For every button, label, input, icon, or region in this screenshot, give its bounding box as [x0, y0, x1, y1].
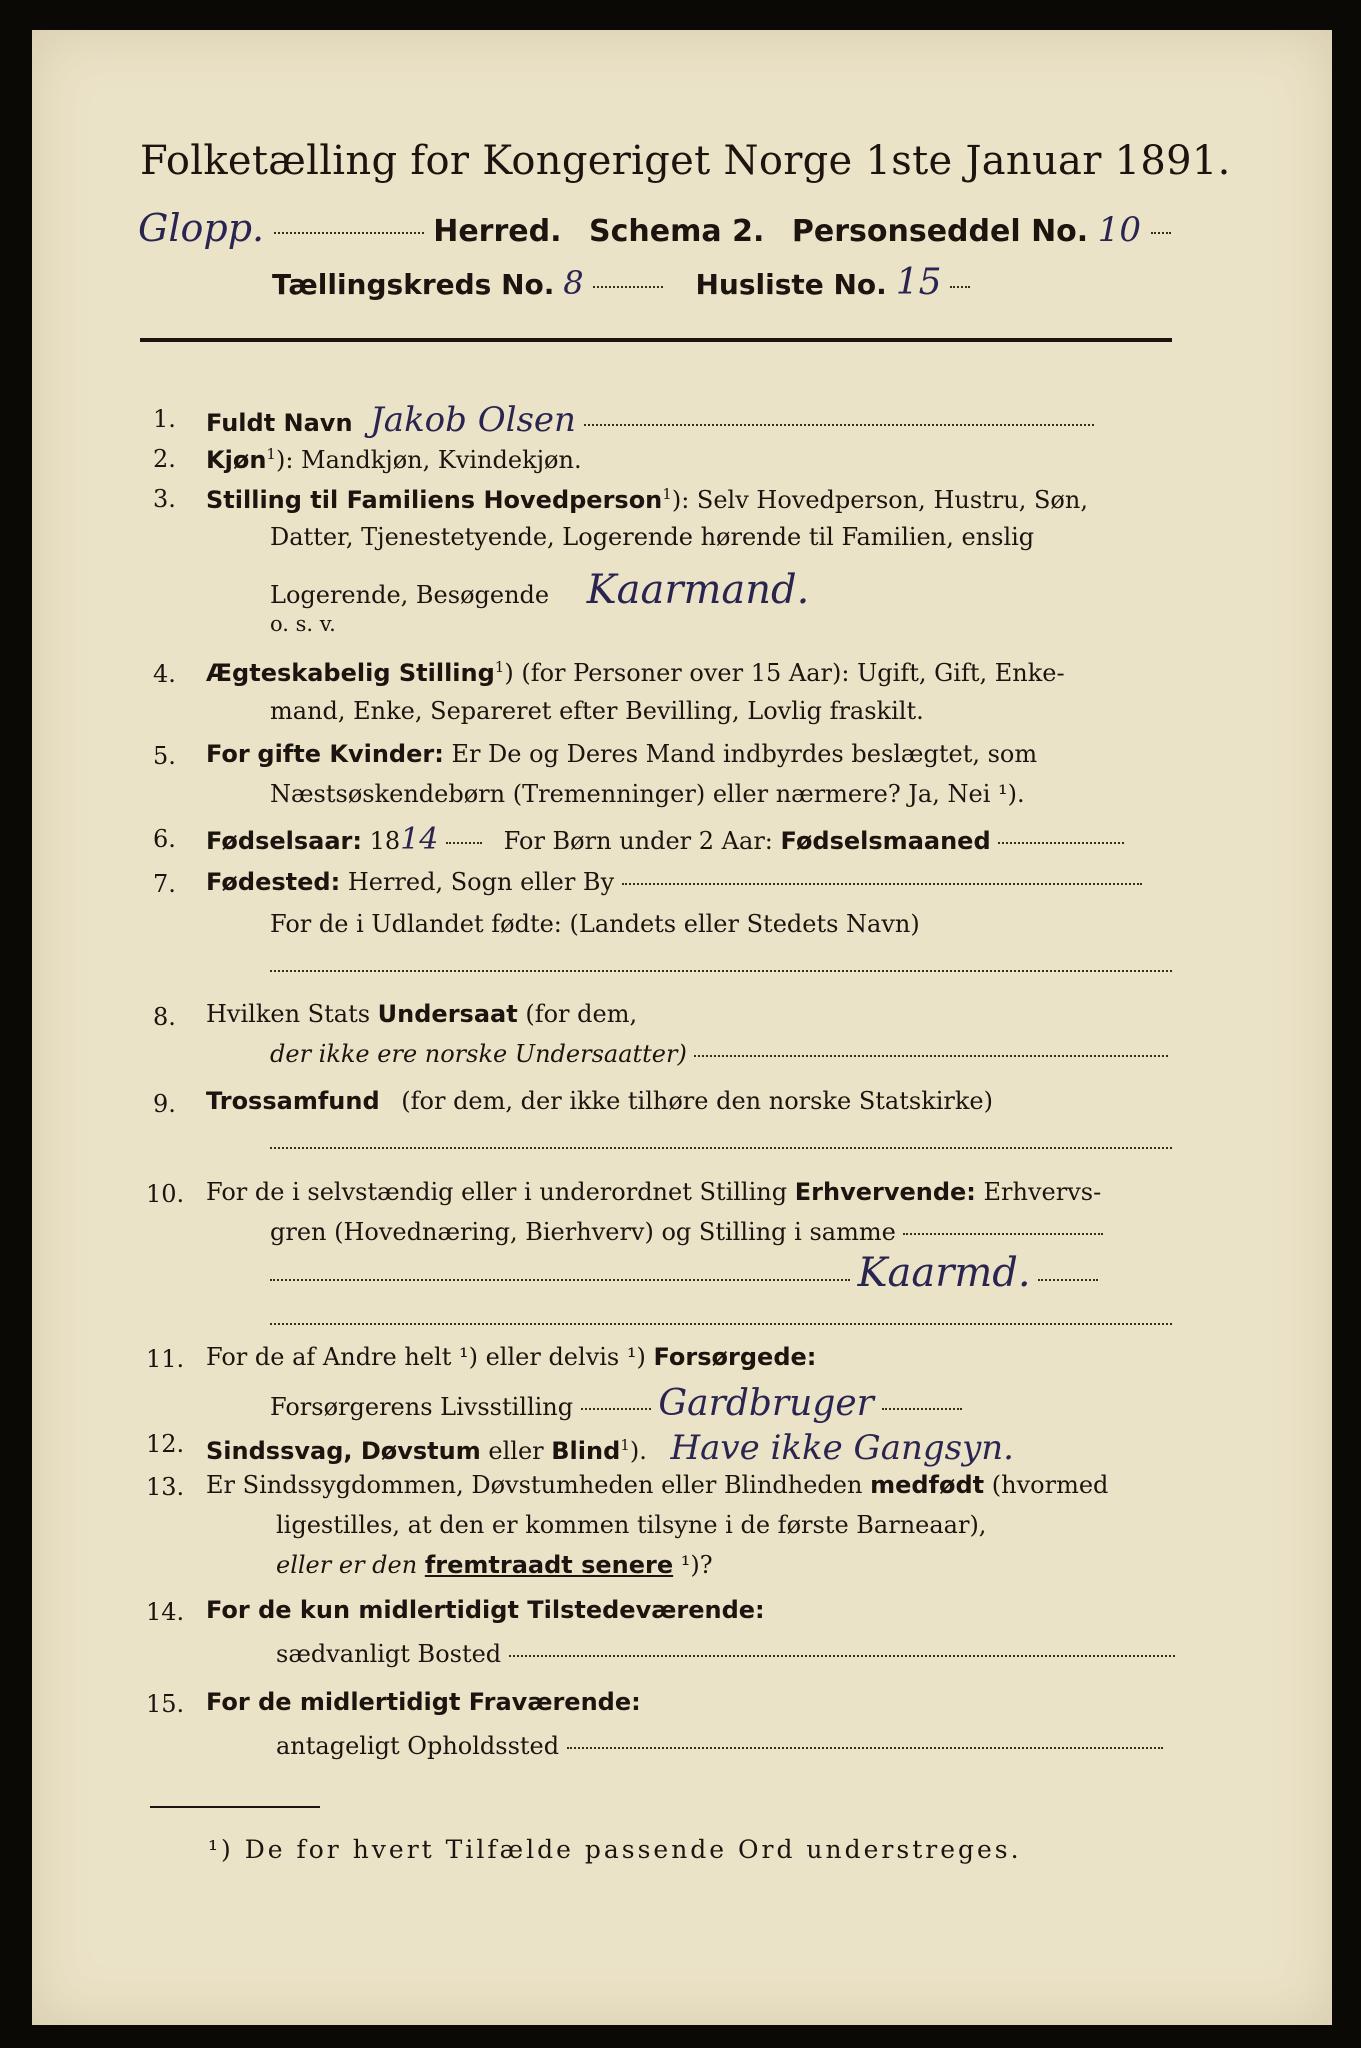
supported-line-2: [270, 1383, 962, 1424]
sex-label: Kjøn: [206, 446, 267, 474]
item-occupation: [206, 1178, 1101, 1206]
family-position-options-3: Logerende, Besøgende: [270, 581, 550, 609]
personseddel-number: 10: [1097, 210, 1141, 250]
header-line-1: [138, 206, 1171, 250]
supported-label: Forsørgede:: [653, 1343, 817, 1371]
dotted-fill: [622, 883, 1142, 885]
temporary-present-label: For de kun midlertidigt Tilstedeværende:: [206, 1596, 765, 1624]
item-birthplace: [206, 868, 1142, 896]
family-position-line-3: [270, 567, 809, 613]
item-disability: Sindssvag, Døvstum eller Blind$^1$). Have ikke Gangsyn.: [206, 1428, 1014, 1468]
birth-year-prefix: 18: [369, 827, 401, 855]
item-temporary-absent: [206, 1688, 641, 1716]
family-position-options: ): Selv Hovedperson, Hustru, Søn,: [671, 486, 1088, 514]
marital-status-options: ) (for Personer over 15 Aar): Ugift, Gift, Enke-: [504, 659, 1065, 687]
item-family-position: Stilling til Familiens Hovedperson$^1$): Selv Hovedperson, Hustru, Søn,: [206, 485, 1088, 514]
marital-status-label: Ægteskabelig Stilling: [206, 659, 495, 687]
congenital-question-b: (hvormed: [991, 1471, 1109, 1499]
item-birth-year: [206, 822, 1124, 857]
item-number: 5.: [153, 742, 176, 770]
citizenship-line-2: [270, 1040, 1168, 1068]
dotted-fill: [998, 842, 1124, 844]
occupation-question-b: Erhvervs-: [983, 1178, 1102, 1206]
dotted-fill: [950, 286, 970, 288]
full-name-value: Jakob Olsen: [370, 400, 576, 440]
item-supported: [206, 1343, 816, 1371]
item-number: 2.: [153, 445, 176, 473]
header-divider: [140, 338, 1172, 342]
item-temporary-present: [206, 1596, 765, 1624]
dotted-fill: [509, 1655, 1175, 1657]
family-position-value: Kaarmand.: [586, 567, 810, 613]
item-citizenship: [206, 1000, 637, 1028]
occupation-question-2: gren (Hovednæring, Bierhverv) og Stilling i samme: [270, 1218, 896, 1246]
item-number: 13.: [146, 1473, 185, 1501]
congenital-question-2: ligestilles, at den er kommen tilsyne i de første Barneaar),: [276, 1511, 987, 1539]
item-number: 1.: [153, 405, 176, 433]
dotted-fill: [567, 1747, 1163, 1749]
dotted-fill: [1151, 232, 1171, 234]
occupation-fill: [270, 1308, 1172, 1336]
dotted-fill: [593, 286, 663, 288]
birthplace-options: Herred, Sogn eller By: [347, 868, 615, 896]
item-number: 3.: [153, 485, 176, 513]
herred-label: Herred.: [433, 214, 562, 249]
religion-question: (for dem, der ikke tilhøre den norske Statskirke): [401, 1087, 993, 1115]
item-number: 7.: [153, 870, 176, 898]
item-religion: [206, 1087, 993, 1115]
married-women-label: gifte Kvinder:: [257, 740, 444, 768]
occupation-line-2: [270, 1218, 1103, 1246]
dotted-fill: [274, 232, 424, 234]
family-position-label: Stilling til Familiens Hovedperson: [206, 486, 663, 514]
occupation-line-3: [270, 1250, 1098, 1296]
marital-status-options-2: mand, Enke, Separeret efter Bevilling, Lovlig fraskilt.: [270, 697, 924, 725]
item-number: 9.: [153, 1090, 176, 1118]
married-women-question: Er De og Deres Mand indbyrdes beslægtet, som: [451, 740, 1038, 768]
provider-occupation-value: Gardbruger: [658, 1383, 874, 1424]
later-onset-label: fremtraadt senere: [424, 1551, 674, 1579]
usual-residence-label: sædvanligt Bosted: [276, 1640, 502, 1668]
family-position-options-2: Datter, Tjenestetyende, Logerende hørende til Familien, enslig: [270, 523, 1035, 551]
item-number: 14.: [146, 1598, 185, 1626]
dotted-fill: [270, 1147, 1172, 1149]
disability-label: Sindssvag, Døvstum: [206, 1437, 481, 1465]
header-line-2: [272, 262, 970, 303]
personseddel-label: Personseddel No.: [791, 214, 1089, 249]
dotted-fill: [903, 1233, 1103, 1235]
occupation-question: For de i selvstændig eller i underordnet Stilling: [206, 1178, 788, 1206]
congenital-label: medfødt: [870, 1471, 985, 1499]
sex-options: ): Mandkjøn, Kvindekjøn.: [275, 446, 582, 474]
item-number: 15.: [146, 1690, 185, 1718]
citizenship-label: Undersaat: [377, 1000, 518, 1028]
item-marital-status: Ægteskabelig Stilling$^1$) (for Personer over 15 Aar): Ugift, Gift, Enke-: [206, 658, 1065, 687]
tellingskreds-label: Tællingskreds No.: [272, 268, 555, 301]
married-women-question-2: Næstsøskendebørn (Tremenninger) eller nærmere? Ja, Nei ¹).: [270, 780, 1025, 808]
item-number: 10.: [146, 1180, 185, 1208]
husliste-number: 15: [895, 262, 942, 303]
form-title: Folketælling for Kongeriget Norge 1ste Januar 1891.: [140, 138, 1231, 184]
occupation-value: Kaarmd.: [857, 1250, 1031, 1296]
item-number: 8.: [153, 1003, 176, 1031]
citizenship-question-2: der ikke ere norske Undersaatter): [270, 1040, 687, 1068]
dotted-fill: [581, 1408, 651, 1410]
blind-label: Blind: [551, 1437, 621, 1465]
birth-year-label: Fødselsaar:: [206, 827, 362, 855]
dotted-fill: [1038, 1279, 1098, 1281]
tellingskreds-number: 8: [563, 264, 584, 302]
congenital-question-3: eller er den: [276, 1551, 418, 1579]
provider-occupation-label: Forsørgerens Livsstilling: [270, 1393, 574, 1421]
item-number: 4.: [153, 660, 176, 688]
birthplace-abroad: For de i Udlandet fødte: (Landets eller Stedets Navn): [270, 910, 920, 938]
item-congenital: [206, 1471, 1108, 1499]
full-name-label: Fuldt Navn: [206, 409, 353, 437]
birth-month-question: For Børn under 2 Aar:: [503, 827, 773, 855]
footnote-divider: [150, 1806, 320, 1808]
temporary-absent-line-2: [276, 1732, 1163, 1760]
municipality-handwritten: Glopp.: [138, 206, 265, 250]
probable-location-label: antageligt Opholdssted: [276, 1732, 560, 1760]
birth-month-label: Fødselsmaaned: [780, 827, 991, 855]
citizenship-pre: Hvilken Stats: [206, 1000, 371, 1028]
birth-year-value: 14: [400, 822, 439, 857]
item-number: 6.: [153, 825, 176, 853]
husliste-label: Husliste No.: [695, 268, 887, 301]
dotted-fill: [584, 424, 1094, 426]
family-position-osv: o. s. v.: [270, 612, 336, 636]
religion-label: Trossamfund: [206, 1087, 380, 1115]
congenital-question: Er Sindssygdommen, Døvstumheden eller Blindheden: [206, 1471, 863, 1499]
married-women-for: For: [206, 740, 250, 768]
item-number: 12.: [146, 1430, 185, 1458]
item-number: 11.: [146, 1345, 185, 1373]
item-sex: Kjøn$^1$): Mandkjøn, Kvindekjøn.: [206, 445, 582, 474]
birthplace-label: Fødested:: [206, 868, 341, 896]
dotted-fill: [270, 970, 1172, 972]
dotted-fill: [270, 1323, 1172, 1325]
congenital-line-3: [276, 1551, 713, 1579]
temporary-absent-label: For de midlertidigt Fraværende:: [206, 1688, 641, 1716]
dotted-fill: [694, 1055, 1168, 1057]
citizenship-question: (for dem,: [525, 1000, 638, 1028]
dotted-fill: [446, 842, 482, 844]
dotted-fill: [882, 1408, 962, 1410]
disability-or: eller: [488, 1437, 544, 1465]
congenital-question-end: ¹)?: [680, 1551, 713, 1579]
disability-value: Have ikke Gangsyn.: [670, 1428, 1014, 1468]
item-full-name: [206, 400, 1094, 440]
temporary-present-line-2: [276, 1640, 1175, 1668]
supported-question: For de af Andre helt ¹) eller delvis ¹): [206, 1343, 646, 1371]
dotted-fill: [270, 1279, 850, 1281]
occupation-label: Erhvervende:: [794, 1178, 976, 1206]
religion-fill: [270, 1132, 1172, 1160]
birthplace-abroad-fill: [270, 955, 1172, 983]
schema-label: Schema 2.: [589, 214, 765, 249]
item-married-women: [206, 740, 1037, 768]
footnote: ¹) De for hvert Tilfælde passende Ord understreges.: [208, 1835, 1022, 1864]
